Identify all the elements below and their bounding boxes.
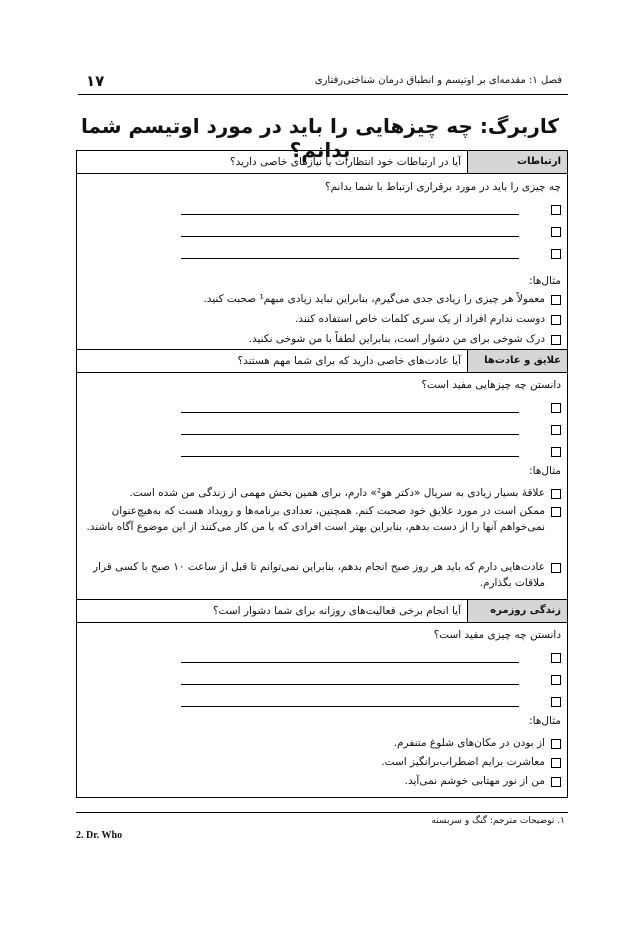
example-item: عادت‌هایی دارم که باید هر روز صبح انجام بدهم، بنابراین نمی‌توانم تا قبل از ساعت ۱۰ صبح با کسی قرار ملاقات بگذارم. [85,559,561,591]
answer-line[interactable] [181,225,561,239]
answer-line[interactable] [181,651,561,665]
checkbox[interactable] [551,563,561,573]
examples-label: مثال‌ها: [529,715,561,727]
checkbox[interactable] [551,447,561,457]
section-prompt: چه چیزی را باید در مورد برقراری ارتباط با شما بدانم؟ [325,181,561,193]
section-header-interests [77,349,567,373]
example-item: دوست ندارم افراد از یک سری کلمات خاص استفاده کنند. [85,311,561,327]
checkbox[interactable] [551,227,561,237]
footnote-divider [76,812,568,813]
checkbox[interactable] [551,205,561,215]
example-item: معاشرت برایم اضطراب‌برانگیز است. [85,754,561,770]
answer-line[interactable] [181,695,561,709]
checkbox[interactable] [551,489,561,499]
checkbox[interactable] [551,777,561,787]
chapter-title: فصل ۱: مقدمه‌ای بر اوتیسم و انطباق درمان شناختی‌رفتاری [314,75,562,86]
checkbox[interactable] [551,403,561,413]
checkbox[interactable] [551,425,561,435]
checkbox[interactable] [551,758,561,768]
footnote-source: 2. Dr. Who [76,830,123,841]
checkbox[interactable] [551,315,561,325]
page-number: ۱۷ [86,72,105,90]
example-item: درک شوخی برای من دشوار است، بنابراین لطفاً با من شوخی نکنید. [85,331,561,347]
answer-line[interactable] [181,423,561,437]
checkbox[interactable] [551,739,561,749]
checkbox[interactable] [551,653,561,663]
checkbox[interactable] [551,295,561,305]
checkbox[interactable] [551,335,561,345]
examples-label: مثال‌ها: [529,275,561,287]
worksheet-table [76,150,568,798]
example-item: من از نور مهتابی خوشم نمی‌آید. [85,773,561,789]
category-label: ارتباطات [467,151,567,173]
section-question: آیا در ارتباطات خود انتظارات یا نیازهای خاصی دارید؟ [230,156,461,168]
category-label: زندگی روزمره [467,600,567,622]
page-header [86,72,562,94]
category-label: علایق و عادت‌ها [467,350,567,372]
footnote-translator: ۱. توضیحات مترجم: گنگ و سربسته [431,816,565,826]
example-item: علاقهٔ بسیار زیادی به سریال «دکتر هو²» دارم، برای همین بخش مهمی از زندگی من شده است. [85,485,561,501]
checkbox[interactable] [551,697,561,707]
checkbox[interactable] [551,249,561,259]
section-header-daily-life [77,599,567,623]
section-header-communication [77,151,567,174]
worksheet-title: کاربرگ: چه چیزهایی را باید در مورد اوتیسم شما بدانم؟ [81,114,559,162]
header-divider [78,94,568,95]
section-question: آیا عادت‌های خاصی دارید که برای شما مهم هستند؟ [237,355,461,367]
section-prompt: دانستن چه چیزی مفید است؟ [433,629,561,641]
example-item: از بودن در مکان‌های شلوغ متنفرم. [85,735,561,751]
answer-line[interactable] [181,401,561,415]
answer-line[interactable] [181,673,561,687]
examples-label: مثال‌ها: [529,465,561,477]
answer-line[interactable] [181,203,561,217]
section-question: آیا انجام برخی فعالیت‌های روزانه برای شما دشوار است؟ [212,605,461,617]
section-prompt: دانستن چه چیزهایی مفید است؟ [421,379,561,391]
answer-line[interactable] [181,247,561,261]
example-item: ممکن است در مورد علایق خود صحبت کنم. همچنین، تعدادی برنامه‌ها و رویداد هست که به‌هیچ‌عنوان نمی‌خواهم آنها را از دست بدهم، بنابراین بهتر است افرادی که با من کار می‌کنند از این موضوع آگاه باشند. [85,503,561,535]
checkbox[interactable] [551,675,561,685]
example-item: معمولاً هر چیزی را زیادی جدی می‌گیرم، بنابراین نباید زیادی مبهم¹ صحبت کنید. [85,291,561,307]
checkbox[interactable] [551,507,561,517]
answer-line[interactable] [181,445,561,459]
